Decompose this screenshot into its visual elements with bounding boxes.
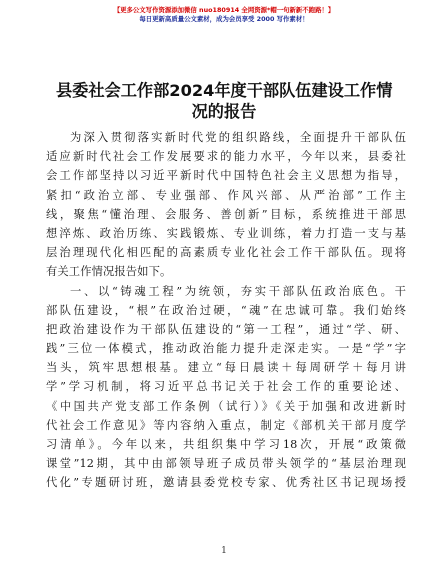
paragraph-line: 会工作部坚持以习近平新时代中国特色社会主义思想为指导， bbox=[46, 169, 406, 183]
paragraph-line: 代化”专题研讨班，邀请县委党校专家、优秀社区书记现场授 bbox=[46, 476, 406, 490]
paragraph-line: 紧扣“政治立部、专业强部、作风兴部、从严治部”工作主 bbox=[46, 188, 406, 202]
page-number: 1 bbox=[221, 546, 227, 556]
document-title-line: 县委社会工作部2024年度干部队伍建设工作情 bbox=[56, 81, 393, 100]
document-body bbox=[46, 128, 406, 493]
paragraph-line: 适应新时代社会工作发展要求的能力水平，今年以来，县委社 bbox=[46, 150, 406, 164]
document-title bbox=[56, 80, 392, 122]
paragraph-line: 线，聚焦“懂治理、会服务、善创新”目标，系统推进干部思 bbox=[46, 207, 406, 221]
paragraph-line: 想淬炼、政治历练、实践锻炼、专业训练，着力打造一支与基 bbox=[46, 226, 406, 240]
promo-banner-line-2: 每日更新高质量公文素材，成为会员享受 2000 写作素材！ bbox=[139, 15, 309, 23]
promo-banner bbox=[0, 6, 448, 24]
paragraph-line: 习清单》。今年以来，共组织集中学习18次，开展“政策微 bbox=[46, 438, 406, 451]
paragraph-line: 课堂”12期，其中由部领导班子成员带头领学的“基层治理现 bbox=[46, 457, 406, 471]
paragraph-line: 有关工作情况报告如下。 bbox=[46, 265, 172, 279]
paragraph-line: 践”三位一体模式，推动政治能力提升走深走实。一是“学”字 bbox=[46, 342, 406, 356]
paragraph-line: 把政治建设作为干部队伍建设的“第一工程”，通过“学、研、 bbox=[46, 322, 406, 336]
paragraph-line: 一、以“铸魂工程”为统领，夯实干部队伍政治底色。干 bbox=[70, 284, 406, 298]
paragraph-intro bbox=[46, 128, 406, 282]
paragraph-line: 层治理现代化相匹配的高素质专业化社会工作干部队伍。现将 bbox=[46, 246, 406, 260]
paragraph-line: 学”学习机制，将习近平总书记关于社会工作的重要论述、 bbox=[46, 380, 406, 394]
promo-banner-line-1: 【更多公文写作资源添加微信 nuo180914 全网资源*帽一句新新不跑路！】 bbox=[113, 6, 335, 14]
document-title-line: 况的报告 bbox=[191, 102, 257, 121]
paragraph-section-1 bbox=[46, 282, 406, 493]
paragraph-line: 为深入贯彻落实新时代党的组织路线，全面提升干部队伍 bbox=[70, 131, 406, 144]
paragraph-line: 代社会工作意见》等内容纳入重点，制定《部机关干部月度学 bbox=[46, 418, 406, 432]
paragraph-line: 部队伍建设，“根”在政治过硬，“魂”在忠诚可靠。我们始终 bbox=[46, 303, 406, 317]
paragraph-line: 当头，筑牢思想根基。建立“每日晨读＋每周研学＋每月讲 bbox=[46, 361, 406, 375]
paragraph-line: 《中国共产党支部工作条例（试行）》《关于加强和改进新时 bbox=[46, 399, 406, 413]
